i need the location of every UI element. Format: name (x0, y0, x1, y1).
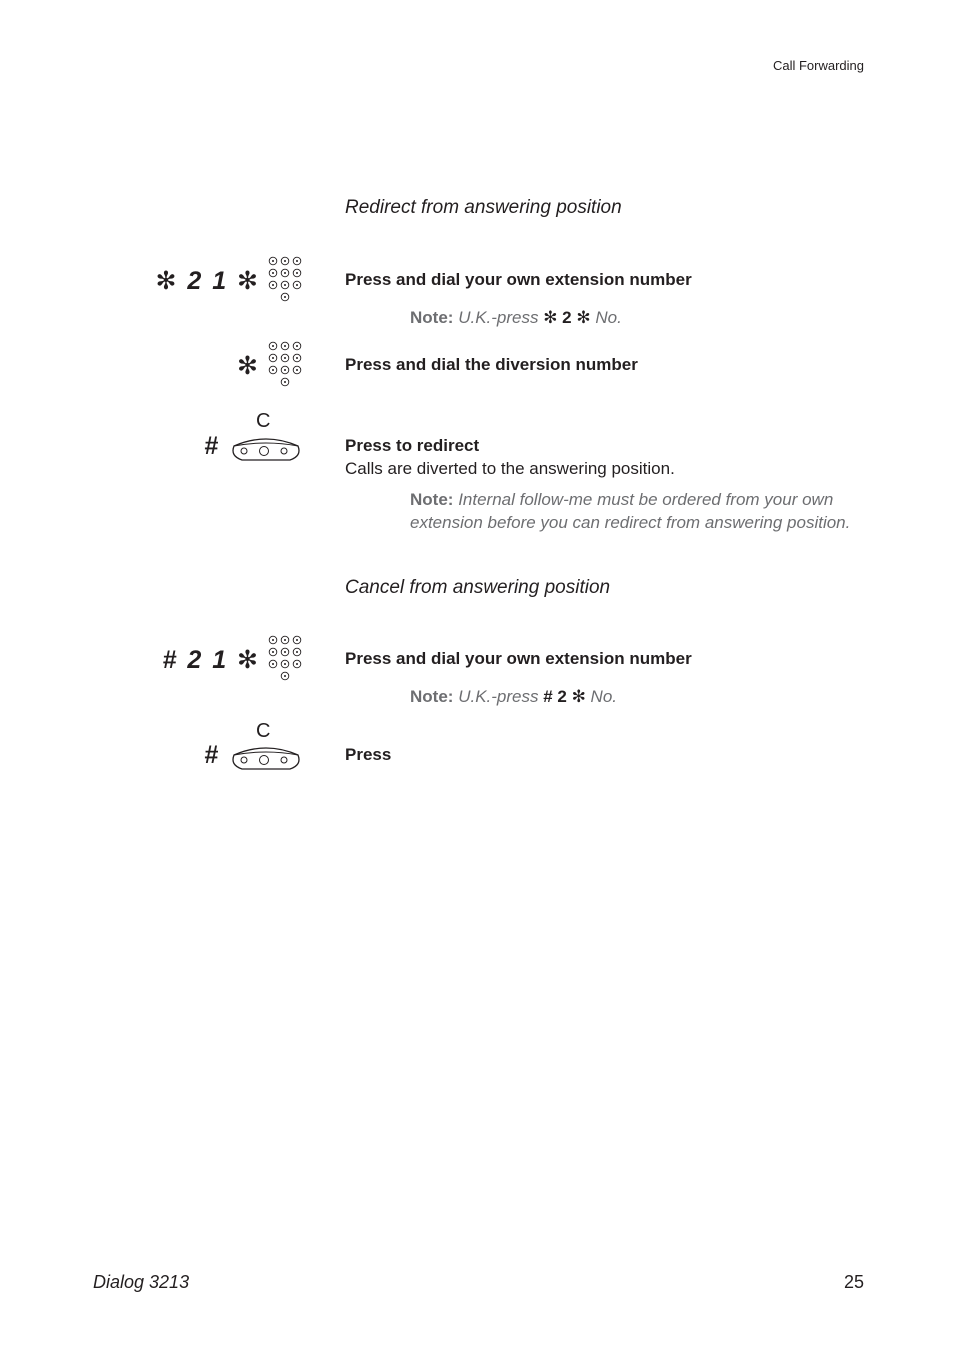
step-cancel-dial-own: Press and dial your own extension number (345, 649, 692, 668)
note-label: Note: (410, 687, 454, 706)
note-label: Note: (410, 490, 454, 509)
dial-code-cancel-1: # 2 1 ✻ (162, 646, 260, 674)
step-redirect-press: Press to redirect (345, 436, 480, 455)
step-redirect-description: Calls are diverted to the answering position. (345, 459, 675, 478)
note-text: Internal follow-me must be ordered from your own extension before you can redirect from answering position. (410, 490, 851, 532)
note-redirect-uk (410, 306, 870, 329)
note-text: U.K.-press (458, 308, 544, 327)
clear-key-letter: C (256, 720, 271, 742)
section-title-cancel: Cancel from answering position (345, 577, 611, 598)
note-cancel-uk (410, 685, 870, 708)
page-number: 25 (843, 1272, 864, 1292)
dial-code-redirect-3: # (204, 432, 220, 460)
clear-key-icon (230, 434, 302, 464)
step-cancel-press: Press (345, 745, 392, 764)
step-redirect-dial-diversion: Press and dial the diversion number (345, 355, 638, 374)
note-text: U.K.-press (458, 687, 544, 706)
clear-key-letter: C (256, 410, 271, 432)
keypad-icon (268, 340, 302, 390)
footer-product: Dialog 3213 (93, 1272, 190, 1292)
note-code: # 2 ✻ (543, 687, 586, 706)
note-text-end: No. (590, 308, 622, 327)
running-header: Call Forwarding (772, 58, 864, 73)
step-redirect-dial-own: Press and dial your own extension number (345, 270, 692, 289)
keypad-icon (268, 255, 302, 305)
dial-code-cancel-2: # (204, 741, 220, 769)
note-code: ✻ 2 ✻ (543, 308, 591, 327)
note-text-end: No. (585, 687, 618, 706)
note-redirect-followme (410, 488, 860, 534)
dial-code-redirect-1: ✻ 2 1 ✻ (155, 267, 260, 295)
keypad-icon (268, 634, 302, 684)
clear-key-icon (230, 743, 302, 773)
dial-code-redirect-2: ✻ (237, 352, 260, 380)
note-label: Note: (410, 308, 454, 327)
section-title-redirect: Redirect from answering position (345, 197, 622, 218)
